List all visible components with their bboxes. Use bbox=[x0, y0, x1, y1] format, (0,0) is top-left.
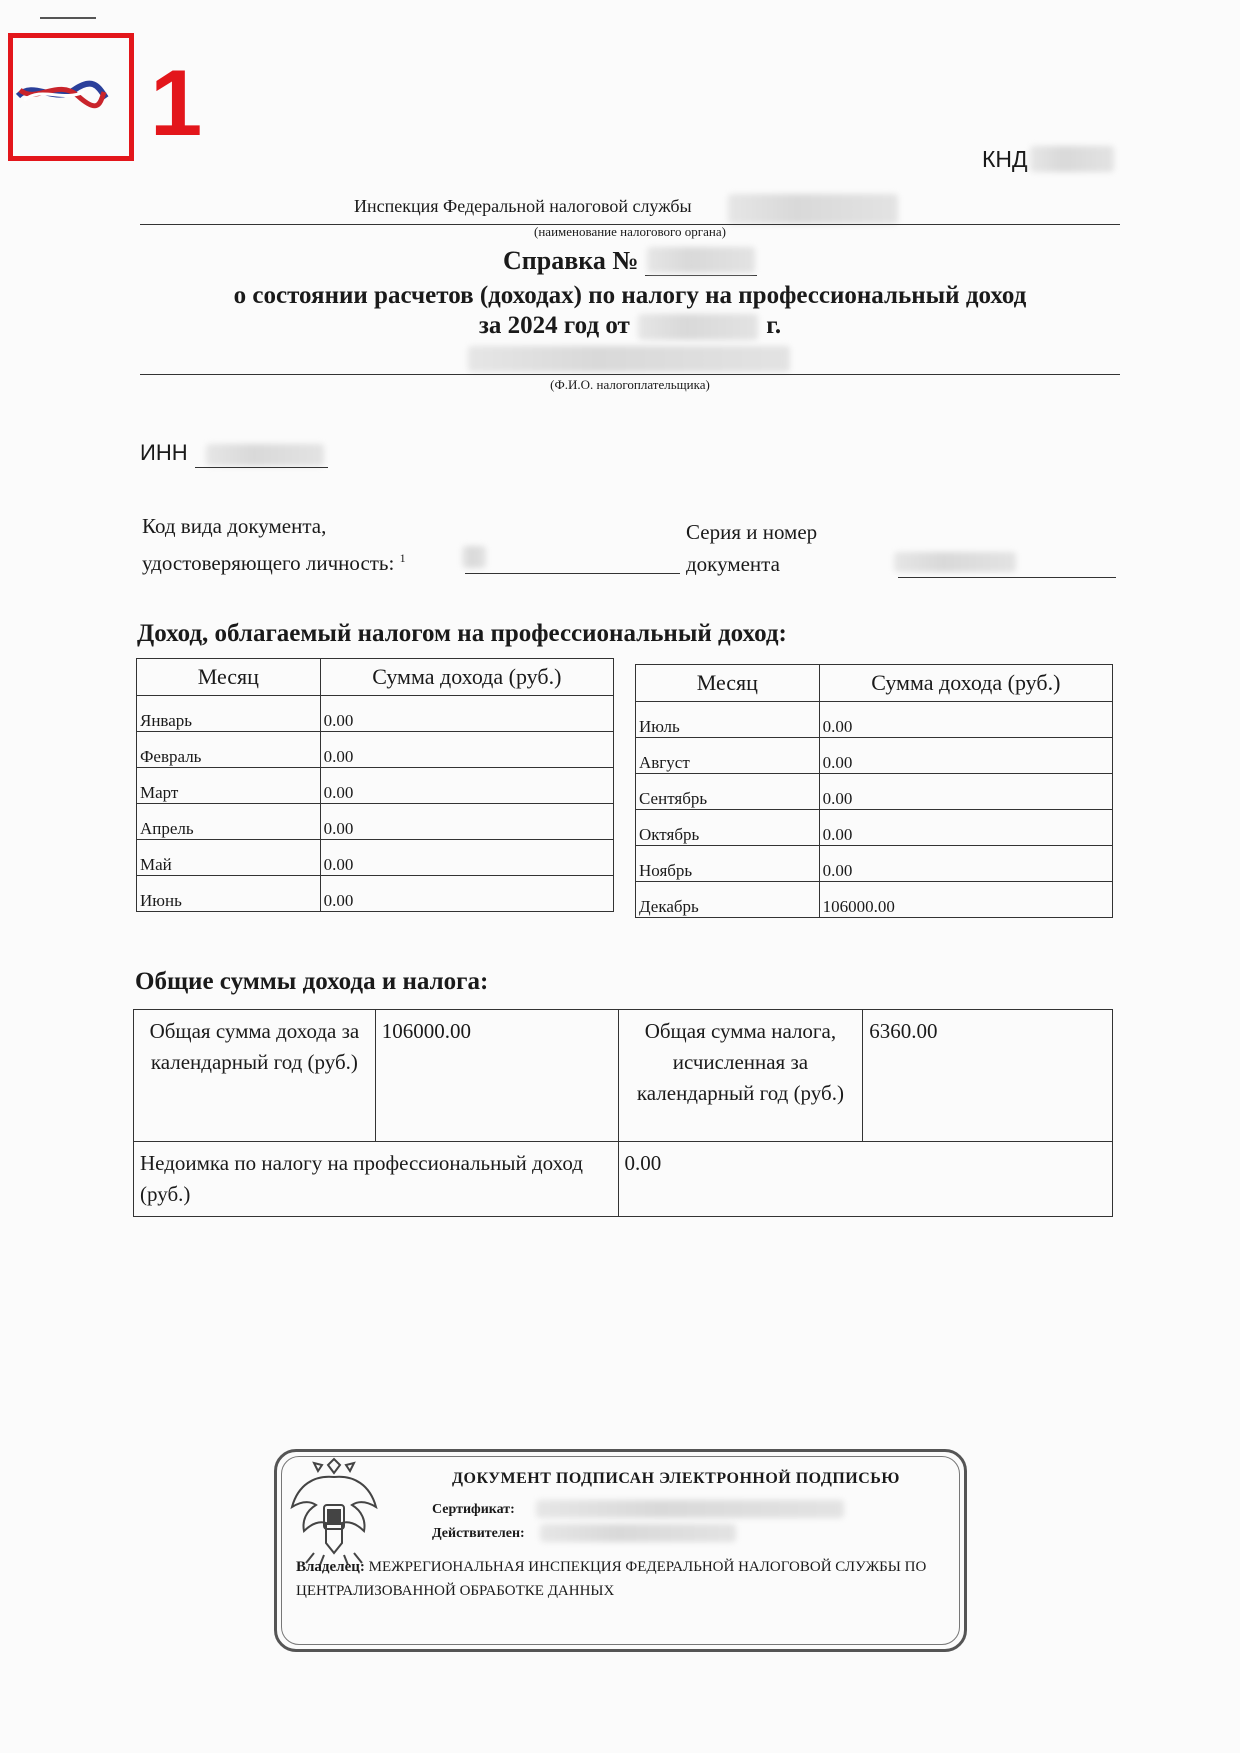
totals-section-title: Общие суммы дохода и налога: bbox=[135, 968, 489, 995]
col-amount-header: Сумма дохода (руб.) bbox=[320, 659, 613, 696]
stamp-header: ДОКУМЕНТ ПОДПИСАН ЭЛЕКТРОННОЙ ПОДПИСЬЮ bbox=[452, 1470, 900, 1487]
total-income-label: Общая сумма дохода за календарный год (руб.) bbox=[134, 1010, 376, 1142]
table-row bbox=[636, 810, 1113, 846]
amount-cell: 0.00 bbox=[320, 768, 613, 804]
total-tax-label: Общая сумма налога, исчисленная за календарный год (руб.) bbox=[618, 1010, 863, 1142]
redacted-doc-code bbox=[462, 546, 486, 568]
income-table-first-half bbox=[136, 658, 614, 912]
arrears-label: Недоимка по налогу на профессиональный доход (руб.) bbox=[134, 1142, 619, 1217]
col-month-header: Месяц bbox=[636, 665, 820, 702]
doc-code-label bbox=[142, 510, 406, 579]
income-section-title: Доход, облагаемый налогом на профессиональный доход: bbox=[137, 620, 787, 647]
doc-number-field bbox=[645, 247, 757, 276]
stamp-valid-label: Действителен: bbox=[432, 1526, 525, 1541]
doc-year-suffix: г. bbox=[766, 312, 782, 339]
table-row bbox=[134, 1142, 1113, 1217]
doc-subtitle: о состоянии расчетов (доходах) по налогу на профессиональный доход bbox=[233, 282, 1027, 309]
table-row bbox=[137, 840, 614, 876]
amount-cell: 0.00 bbox=[320, 696, 613, 732]
month-cell: Январь bbox=[137, 696, 321, 732]
amount-cell: 106000.00 bbox=[819, 882, 1112, 918]
table-row bbox=[137, 804, 614, 840]
table-row bbox=[137, 768, 614, 804]
month-cell: Март bbox=[137, 768, 321, 804]
footnote-mark: 1 bbox=[399, 551, 406, 565]
table-row bbox=[636, 702, 1113, 738]
inn-underline bbox=[195, 467, 328, 468]
month-cell: Июль bbox=[636, 702, 820, 738]
doc-title-label: Справка № bbox=[503, 246, 639, 275]
annotation-box bbox=[8, 33, 134, 161]
amount-cell: 0.00 bbox=[320, 840, 613, 876]
amount-cell: 0.00 bbox=[320, 804, 613, 840]
month-cell: Ноябрь bbox=[636, 846, 820, 882]
redacted-certificate bbox=[536, 1500, 844, 1518]
amount-cell: 0.00 bbox=[819, 702, 1112, 738]
month-cell: Октябрь bbox=[636, 810, 820, 846]
fio-underline bbox=[140, 374, 1120, 375]
table-row bbox=[137, 732, 614, 768]
table-row bbox=[636, 738, 1113, 774]
table-row bbox=[137, 696, 614, 732]
amount-cell: 0.00 bbox=[819, 846, 1112, 882]
total-tax-value: 6360.00 bbox=[863, 1010, 1113, 1142]
amount-cell: 0.00 bbox=[819, 738, 1112, 774]
inn-label: ИНН bbox=[140, 440, 188, 465]
month-cell: Май bbox=[137, 840, 321, 876]
doc-code-underline bbox=[465, 573, 680, 574]
knd-label: КНД bbox=[982, 146, 1028, 172]
doc-series-label-line2: документа bbox=[686, 552, 780, 576]
amount-cell: 0.00 bbox=[819, 810, 1112, 846]
redacted-inn bbox=[206, 444, 324, 466]
stamp-certificate-label: Сертификат: bbox=[432, 1502, 515, 1517]
table-row bbox=[636, 846, 1113, 882]
col-month-header: Месяц bbox=[137, 659, 321, 696]
arrears-value: 0.00 bbox=[618, 1142, 1112, 1217]
month-cell: Апрель bbox=[137, 804, 321, 840]
table-row bbox=[137, 876, 614, 912]
month-cell: Сентябрь bbox=[636, 774, 820, 810]
income-table-second-half bbox=[635, 664, 1113, 918]
totals-table bbox=[133, 1009, 1113, 1217]
amount-cell: 0.00 bbox=[819, 774, 1112, 810]
coat-of-arms-icon bbox=[284, 1455, 384, 1567]
doc-code-label-line1: Код вида документа, bbox=[142, 514, 327, 538]
doc-series-label bbox=[686, 516, 817, 580]
table-row bbox=[636, 774, 1113, 810]
doc-year-prefix: за 2024 год от bbox=[478, 312, 630, 339]
stamp-owner-label: Владелец: bbox=[296, 1559, 365, 1575]
fio-caption: (Ф.И.О. налогоплательщика) bbox=[550, 377, 710, 392]
month-cell: Август bbox=[636, 738, 820, 774]
month-cell: Февраль bbox=[137, 732, 321, 768]
redacted-fio bbox=[468, 346, 790, 372]
redacted-ifns bbox=[728, 194, 898, 224]
month-cell: Декабрь bbox=[636, 882, 820, 918]
doc-title bbox=[140, 246, 1120, 276]
amount-cell: 0.00 bbox=[320, 876, 613, 912]
amount-cell: 0.00 bbox=[320, 732, 613, 768]
stamp-owner bbox=[296, 1555, 946, 1603]
ifns-label: Инспекция Федеральной налоговой службы bbox=[354, 196, 692, 216]
doc-year-line bbox=[140, 312, 1120, 340]
doc-date-field bbox=[636, 314, 760, 340]
redacted-doc-series bbox=[894, 552, 1016, 572]
table-row bbox=[134, 1010, 1113, 1142]
col-amount-header: Сумма дохода (руб.) bbox=[819, 665, 1112, 702]
ifns-caption: (наименование налогового органа) bbox=[534, 224, 726, 239]
redacted-validity bbox=[540, 1524, 736, 1542]
doc-code-label-line2: удостоверяющего личность: bbox=[142, 551, 395, 575]
redacted-knd bbox=[1030, 146, 1114, 172]
annotation-number: 1 bbox=[150, 50, 203, 155]
stamp-owner-value: МЕЖРЕГИОНАЛЬНАЯ ИНСПЕКЦИЯ ФЕДЕРАЛЬНОЙ НАЛОГОВОЙ СЛУЖБЫ ПО ЦЕНТРАЛИЗОВАННОЙ ОБРАБОТКЕ ДАННЫХ bbox=[296, 1559, 927, 1599]
month-cell: Июнь bbox=[137, 876, 321, 912]
total-income-value: 106000.00 bbox=[375, 1010, 618, 1142]
scan-mark bbox=[40, 17, 96, 19]
table-row bbox=[636, 882, 1113, 918]
doc-series-underline bbox=[898, 577, 1116, 578]
doc-series-label-line1: Серия и номер bbox=[686, 520, 818, 544]
